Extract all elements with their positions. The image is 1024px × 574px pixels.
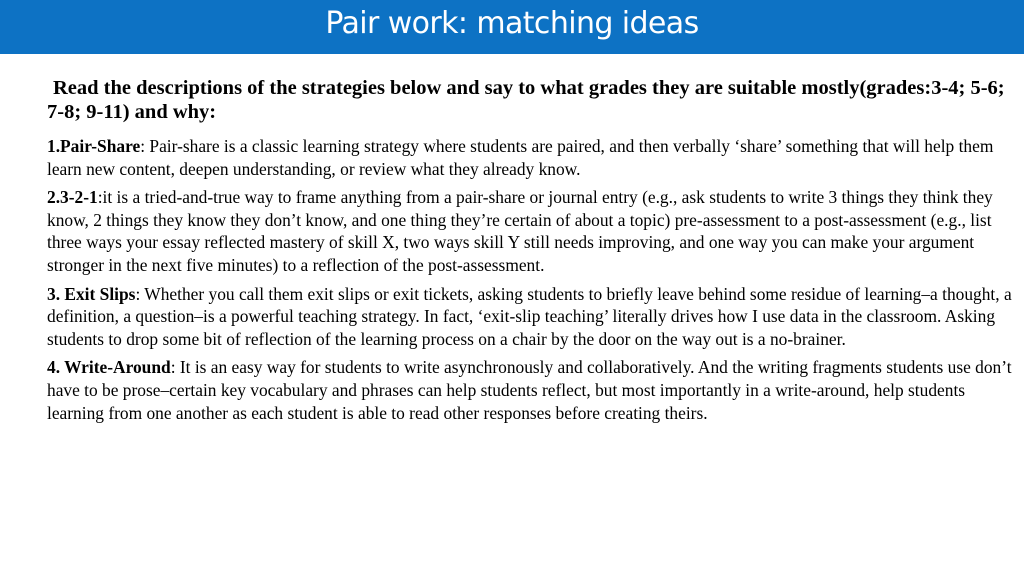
instructions (47, 76, 1012, 124)
strategy-description: :it is a tried-and-true way to frame anything from a pair-share or journal entry (e.g., ask students to write 3 things they think they know, 2 things they know they don’t know, and one thing they’re certain of about a topic) pre-assessment to a post-assessment (e.g., list three ways your essay reflected mastery of skill X, two ways skill Y still needs improving, and one way you can make your argument stronger in the next five minutes) to a reflection of the post-assessment. (47, 187, 993, 275)
slide-title: Pair work: matching ideas (325, 6, 699, 41)
strategy-label: 3. Exit Slips (47, 283, 136, 304)
strategy-label: 4. Write-Around (47, 357, 171, 378)
instructions-text: Read the descriptions of the strategies below and say to what grades they are suitable mostly(grades:3-4; 5-6; 7-8; 9-11) and why: (47, 77, 1005, 123)
title-bar (0, 0, 1024, 54)
slide-content (47, 76, 1012, 430)
strategy-exit-slips (47, 283, 1012, 351)
strategy-pair-share (47, 135, 1012, 180)
strategy-description: : Whether you call them exit slips or exit tickets, asking students to briefly leave behind some residue of learning–a thought, a definition, a question–is a powerful teaching strategy. In fact, ‘exit-slip teaching’ literally drives how I use data in the classroom. Asking students to drop some bit of reflection of the learning process on a chair by the door on the way out is a no-brainer. (47, 283, 1012, 349)
strategy-write-around (47, 356, 1012, 424)
strategy-description: : It is an easy way for students to write asynchronously and collaboratively. And the writing fragments students use don’t have to be prose–certain key vocabulary and phrases can help students reflect, but most importantly in a write-around, help students learning from one another as each student is able to read other responses before creating theirs. (47, 357, 1012, 423)
strategy-3-2-1 (47, 186, 1012, 276)
strategy-label: 2.3-2-1 (47, 187, 98, 208)
strategy-label: 1.Pair-Share (47, 136, 141, 156)
strategy-description: : Pair-share is a classic learning strategy where students are paired, and then verbally ‘share’ something that will help them learn new content, deepen understanding, or review what they already know. (47, 136, 994, 179)
